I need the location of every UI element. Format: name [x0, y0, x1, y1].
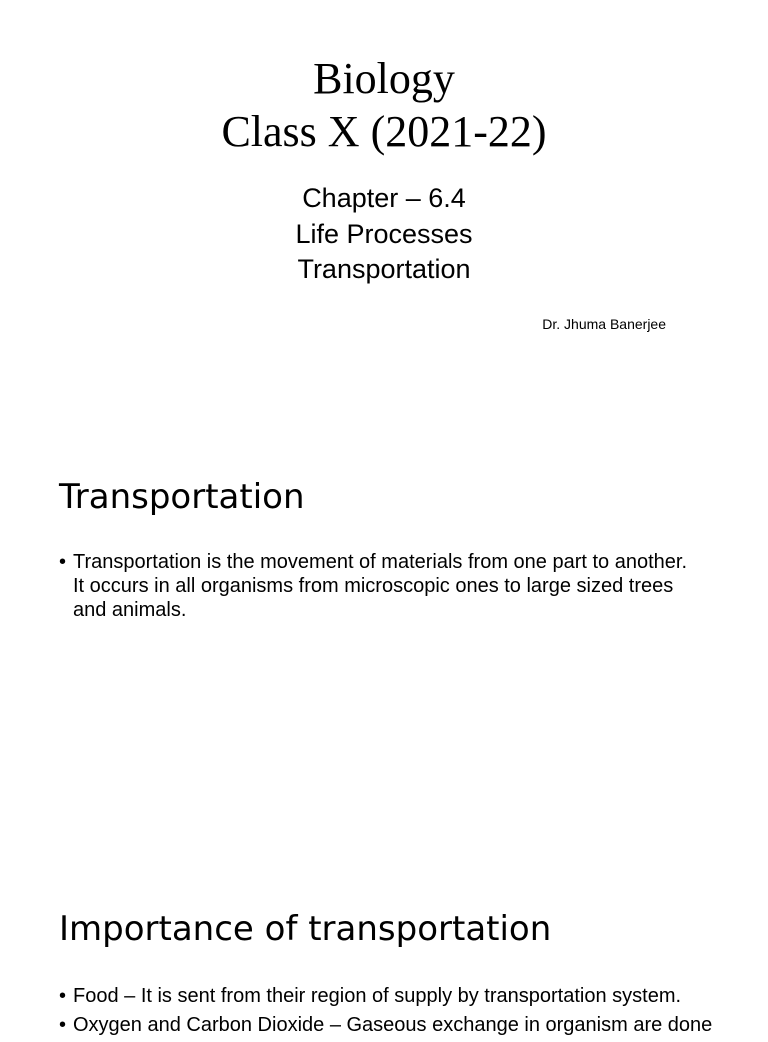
title-slide: [0, 0, 768, 432]
bullet-item: • Food – It is sent from their region of supply by transportation system.: [59, 984, 699, 1008]
bullet-list: [59, 550, 699, 627]
title-line-subject: Biology: [313, 54, 455, 103]
subtitle-line-unit: Life Processes: [295, 218, 473, 249]
slide-title: [0, 52, 768, 158]
bullet-item: • Transportation is the movement of materials from one part to another. It occurs in all organisms from microscopic ones to large sized trees and animals.: [59, 550, 699, 622]
content-slide-transportation: [0, 432, 768, 864]
bullet-list: [59, 984, 713, 1042]
slide-subtitle: [0, 181, 768, 288]
content-slide-importance: [0, 864, 768, 1036]
subtitle-line-chapter: Chapter – 6.4: [302, 183, 466, 213]
subtitle-line-topic: Transportation: [297, 254, 471, 284]
slide-heading: Transportation: [59, 477, 305, 517]
slide-heading: Importance of transportation: [59, 909, 552, 949]
title-line-class: Class X (2021-22): [221, 107, 547, 156]
author-name: Dr. Jhuma Banerjee: [542, 316, 666, 332]
bullet-item: • Oxygen and Carbon Dioxide – Gaseous exchange in organism are done: [59, 1013, 699, 1037]
